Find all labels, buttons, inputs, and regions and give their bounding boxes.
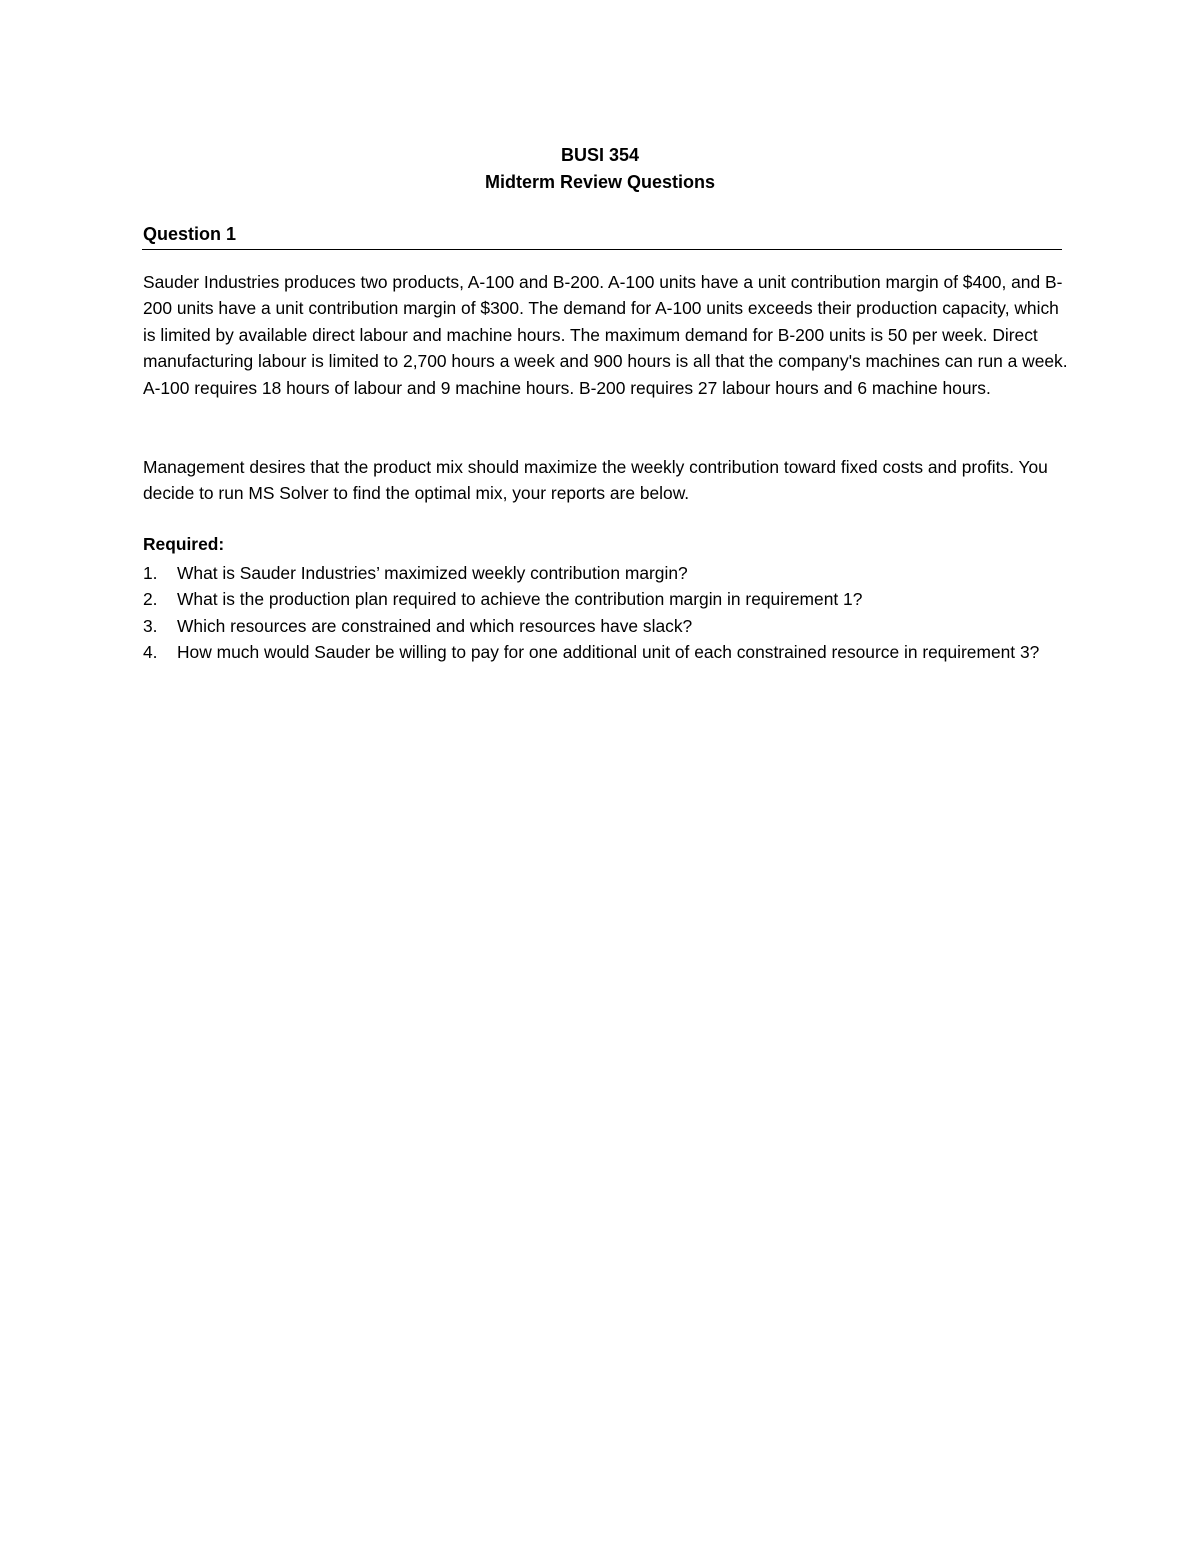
- requirement-text: What is the production plan required to achieve the contribution margin in requirement 1?: [177, 589, 863, 610]
- requirement-item: [143, 586, 1068, 612]
- requirement-text: What is Sauder Industries’ maximized weekly contribution margin?: [177, 563, 688, 583]
- requirement-number: 4.: [143, 642, 158, 663]
- requirement-text: Which resources are constrained and which resources have slack?: [177, 615, 693, 636]
- heading-divider: [142, 249, 1062, 250]
- question-heading: Question 1: [143, 224, 237, 244]
- requirement-item: [143, 613, 1068, 639]
- document-title: Midterm Review Questions: [484, 172, 716, 192]
- requirements-list: [143, 560, 1068, 666]
- course-code: BUSI 354: [560, 145, 640, 165]
- requirement-number: 1.: [143, 563, 158, 583]
- requirement-number: 3.: [143, 615, 158, 636]
- requirement-item: [143, 639, 1068, 665]
- requirement-item: [143, 560, 1068, 586]
- required-heading: Required:: [143, 534, 225, 554]
- requirement-number: 2.: [143, 589, 158, 610]
- question-paragraph-1: Sauder Industries produces two products, A-100 and B-200. A-100 units have a unit contribution margin of $400, and B-200 units have a unit contribution margin of $300. The demand for A-100 units exceeds their production capacity, which is limited by available direct labour and machine hours. The maximum demand for B-200 units is 50 per week. Direct manufacturing labour is limited to 2,700 hours a week and 900 hours is all that the company's machines can run a week. A-100 requires 18 hours of labour and 9 machine hours. B-200 requires 27 labour hours and 6 machine hours.: [143, 272, 1068, 398]
- requirement-text: How much would Sauder be willing to pay for one additional unit of each constrained resource in requirement 3?: [177, 642, 1040, 663]
- question-paragraph-2: Management desires that the product mix should maximize the weekly contribution toward fixed costs and profits. You decide to run MS Solver to find the optimal mix, your reports are below.: [143, 457, 1048, 504]
